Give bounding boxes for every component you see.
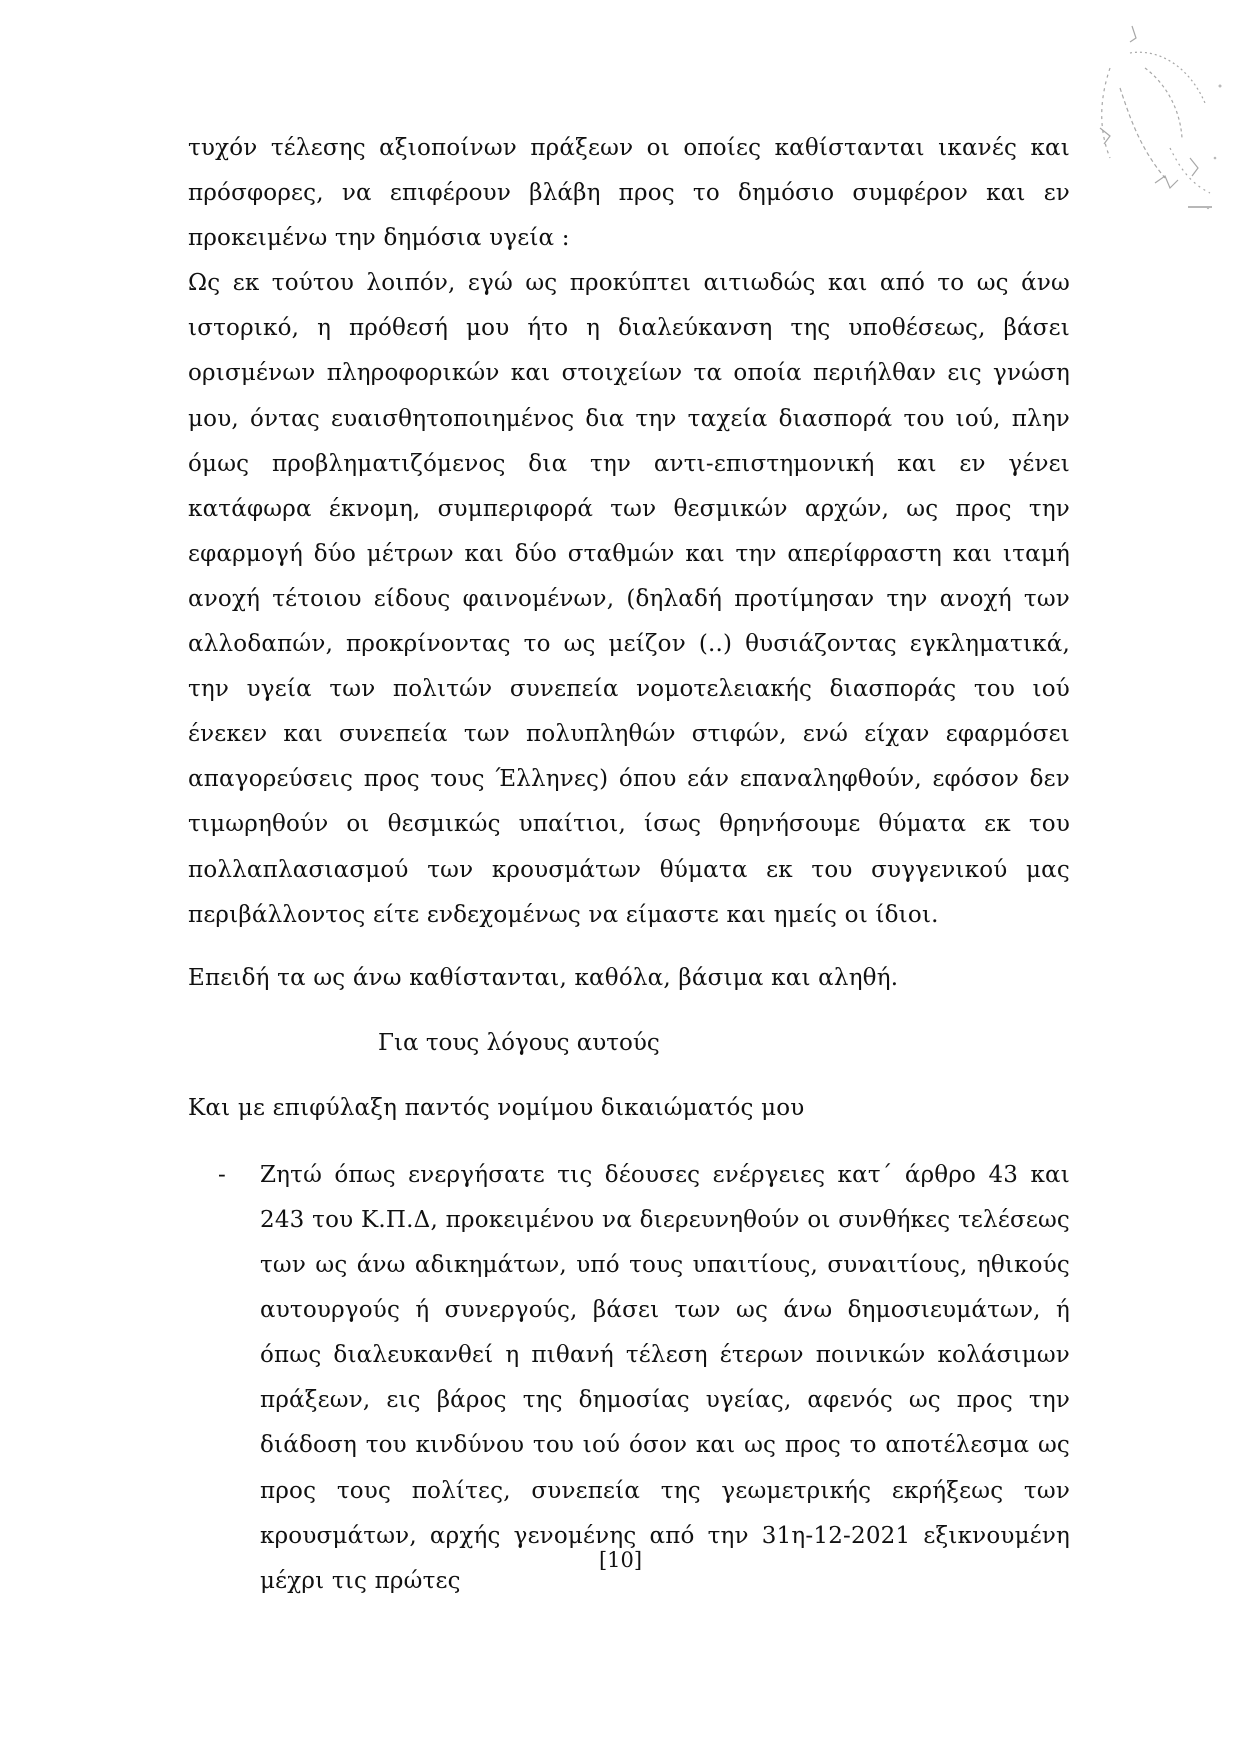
request-item (188, 1153, 1070, 1604)
section-heading: Για τους λόγους αυτούς (378, 1029, 660, 1056)
paragraph-since: Επειδή τα ως άνω καθίστανται, καθόλα, βάσιμα και αληθή. (188, 964, 899, 991)
request-text: Ζητώ όπως ενεργήσατε τις δέουσες ενέργειες κατ΄ άρθρο 43 και 243 του Κ.Π.Δ, προκειμένου να διερευνηθούν οι συνθήκες τελέσεως των ως άνω αδικημάτων, υπό τους υπαιτίους, συναιτίους, ηθικούς αυτουργούς ή συνεργούς, βάσει των ως άνω δημοσιευμάτων, ή όπως διαλευκανθεί η πιθανή τέλεση έτερων ποινικών κολάσιμων πράξεων, εις βάρος της δημοσίας υγείας, αφενός ως προς την διάδοση του κινδύνου του ιού όσον και ως προς το αποτέλεσμα ως προς τους πολίτες, συνεπεία της γεωμετρικής εκρήξεως των κρουσμάτων, αρχής γενομένης από την 31η-12-2021 εξικνουμένη μέχρι τις πρώτες (260, 1161, 1070, 1594)
seal-stamp-icon (1070, 8, 1230, 228)
paragraph-offenses: τυχόν τέλεσης αξιοποίνων πράξεων οι οποίες καθίστανται ικανές και πρόσφορες, να επιφέρουν βλάβη προς το δημόσιο συμφέρον και εν προκειμένω την δημόσια υγεία : (188, 135, 1070, 252)
reservation-line: Και με επιφύλαξη παντός νομίμου δικαιώματός μου (188, 1094, 805, 1121)
paragraph-intent: Ως εκ τούτου λοιπόν, εγώ ως προκύπτει αιτιωδώς και από το ως άνω ιστορικό, η πρόθεσή μου ήτο η διαλεύκανση της υποθέσεως, βάσει ορισμένων πληροφορικών και στοιχείων τα οποία περιήλθαν εις γνώση μου, όντας ευαισθητοποιημένος δια την ταχεία διασπορά του ιού, πλην όμως προβληματιζόμενος δια την αντι-επιστημονική και εν γένει κατάφωρα έκνομη, συμπεριφορά των θεσμικών αρχών, ως προς την εφαρμογή δύο μέτρων και δύο σταθμών και την απερίφραστη και ιταμή ανοχή τέτοιου είδους φαινομένων, (δηλαδή προτίμησαν την ανοχή των αλλοδαπών, προκρίνοντας το ως μείζον (..) θυσιάζοντας εγκληματικά, την υγεία των πολιτών συνεπεία νομοτελειακής διασποράς του ιού ένεκεν και συνεπεία των πολυπληθών στιφών, ενώ είχαν εφαρμόσει απαγορεύσεις προς τους Έλληνες) όπου εάν επαναληφθούν, εφόσον δεν τιμωρηθούν οι θεσμικώς υπαίτιοι, ίσως θρηνήσουμε θύματα εκ του πολλαπλασιασμού των κρουσμάτων θύματα εκ του συγγενικού μας περιβάλλοντος είτε ενδεχομένως να είμαστε και ημείς οι ίδιοι. (188, 270, 1070, 928)
list-bullet: - (218, 1161, 226, 1188)
document-body (188, 126, 1070, 1604)
page-number: [10] (598, 1548, 643, 1572)
